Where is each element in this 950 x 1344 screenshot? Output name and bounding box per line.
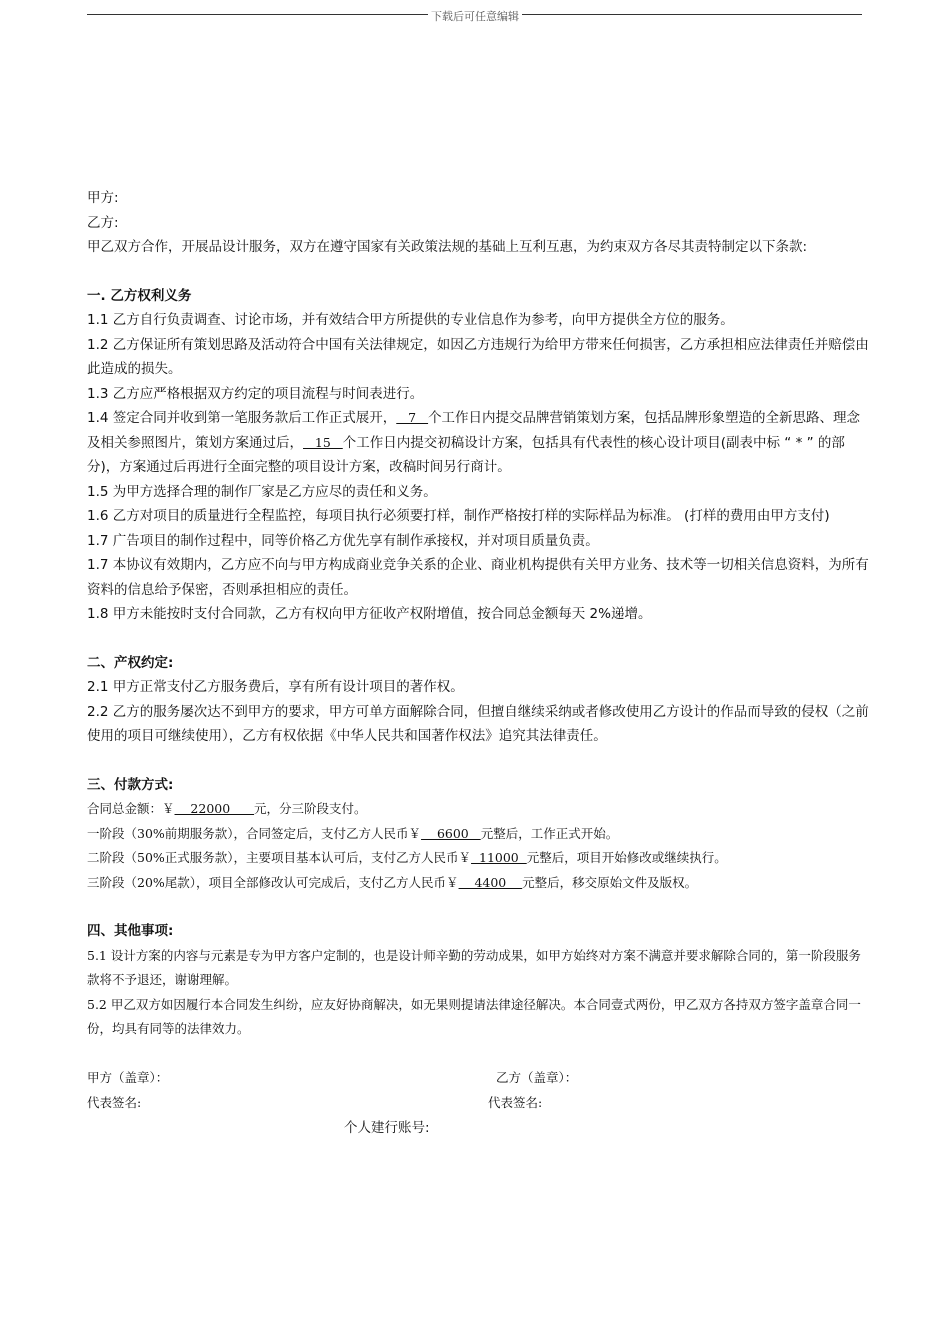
stage3-amount-field: 4400 [458, 874, 523, 890]
seal-row [87, 1066, 872, 1091]
stage3-line [87, 871, 872, 896]
clause-1-6: 1.6 乙方对项目的质量进行全程监控，每项目执行必须要打样，制作严格按打样的实际样品为标准。 (打样的费用由甲方支付) [87, 508, 830, 524]
clause-1-4-part-c: 个工作日内提交初稿设计方案，包括具有代表性的核心设计项目(副表中标 “ * ” 的部分)，方案通过后再进行全面完整的项目设计方案，改稿时间另行商计。 [87, 434, 845, 475]
stage2-suffix: 元整后，项目开始修改或继续执行。 [526, 850, 727, 865]
stage2-amount-field: 11000 [471, 850, 527, 865]
section1-title: 一. 乙方权利义务 [87, 287, 192, 304]
party-a-rep-label: 代表签名: [87, 1094, 142, 1110]
rep-row [87, 1091, 872, 1116]
contract-body [87, 186, 872, 1141]
stage3-label: 三阶段（20%尾款），项目全部修改认可完成后，支付乙方人民币￥ [87, 874, 459, 890]
party-a-seal-label: 甲方（盖章）： [87, 1069, 169, 1085]
stage1-line [87, 822, 872, 847]
clause-1-3: 1.3 乙方应严格根据双方约定的项目流程与时间表进行。 [87, 385, 424, 402]
header-note [0, 8, 950, 24]
account-row [87, 1116, 872, 1141]
account-label: 个人建行账号: [344, 1119, 430, 1136]
intro-paragraph: 甲乙双方合作，开展品设计服务，双方在遵守国家有关政策法规的基础上互利互惠，为约束双方各尽其责特制定以下条款: [87, 239, 808, 255]
stage2-line [87, 846, 872, 871]
section3-title: 三、付款方式: [87, 776, 174, 793]
party-a-label: 甲方: [87, 190, 119, 206]
section4-title: 四、其他事项: [87, 923, 174, 939]
total-suffix: 元，分三阶段支付。 [254, 801, 367, 816]
clause-1-4 [87, 406, 872, 480]
party-b-label: 乙方: [87, 214, 119, 231]
clause-5-2: 5.2 甲乙双方如因履行本合同发生纠纷，应友好协商解决，如无果则提请法律途径解决。本合同壹式两份，甲乙双方各持双方签字盖章合同一份，均具有同等的法律效力。 [87, 996, 861, 1036]
stage1-suffix: 元整后，工作正式开始。 [480, 825, 619, 841]
stage2-label: 二阶段（50%正式服务款），主要项目基本认可后，支付乙方人民币￥ [87, 850, 472, 865]
clause-1-8: 1.8 甲方未能按时支付合同款，乙方有权向甲方征收产权附增值，按合同总金额每天 2%递增。 [87, 606, 652, 622]
proposal-days-field: 7 [396, 410, 429, 425]
total-amount-line [87, 797, 872, 822]
clause-1-5: 1.5 为甲方选择合理的制作厂家是乙方应尽的责任和义务。 [87, 483, 437, 500]
clause-1-7b: 1.7 本协议有效期内，乙方应不向与甲方构成商业竞争关系的企业、商业机构提供有关甲方业务、技术等一切相关信息资料，为所有资料的信息给予保密，否则承担相应的责任。 [87, 557, 869, 598]
party-b-rep-label: 代表签名: [488, 1094, 543, 1110]
party-b-seal-label: 乙方（盖章）： [496, 1069, 578, 1085]
clause-1-7a: 1.7 广告项目的制作过程中，同等价格乙方优先享有制作承接权，并对项目质量负责。 [87, 532, 599, 549]
stage1-label: 一阶段（30%前期服务款），合同签定后，支付乙方人民币￥ [87, 825, 422, 841]
clause-2-1: 2.1 甲方正常支付乙方服务费后，享有所有设计项目的著作权。 [87, 679, 464, 695]
total-label: 合同总金额：￥ [87, 801, 175, 816]
clause-1-1: 1.1 乙方自行负责调查、讨论市场，并有效结合甲方所提供的专业信息作为参考，向甲方提供全方位的服务。 [87, 312, 734, 328]
total-amount-field: 22000 [174, 801, 255, 816]
draft-days-field: 15 [303, 434, 343, 450]
stage3-suffix: 元整后，移交原始文件及版权。 [522, 874, 698, 890]
clause-5-1: 5.1 设计方案的内容与元素是专为甲方客户定制的，也是设计师辛勤的劳动成果，如甲方始终对方案不满意并要求解除合同的，第一阶段服务款将不予退还，谢谢理解。 [87, 947, 861, 987]
stage1-amount-field: 6600 [421, 825, 481, 841]
clause-1-4-part-a: 1.4 签定合同并收到第一笔服务款后工作正式展开， [87, 410, 397, 426]
header-note-text: 下载后可任意编辑 [428, 10, 522, 23]
clause-1-2: 1.2 乙方保证所有策划思路及活动符合中国有关法律规定，如因乙方违规行为给甲方带来任何损害，乙方承担相应法律责任并赔偿由此造成的损失。 [87, 336, 869, 377]
clause-1-4-part-b: 个工作日内提交品牌营销策划方案，包括品牌形象塑造的全新思路、理念及相关参照图片，策划方案通过后， [87, 410, 861, 451]
section2-title: 二、产权约定: [87, 654, 174, 671]
clause-2-2: 2.2 乙方的服务屡次达不到甲方的要求，甲方可单方面解除合同，但擅自继续采纳或者修改使用乙方设计的作品而导致的侵权（之前使用的项目可继续使用），乙方有权依据《中华人民共和国著作权法》追究其法律责任。 [87, 703, 869, 744]
